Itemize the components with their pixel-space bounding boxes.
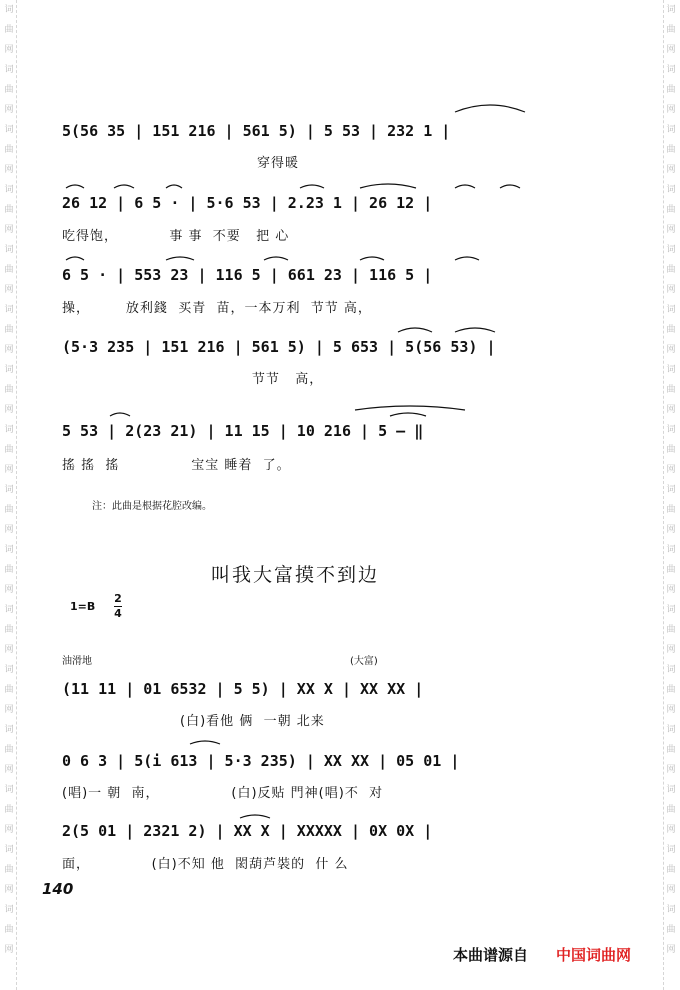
score2-row-3-lyrics: 面， (白)不知 他 閎葫芦裝的 什 么 — [62, 857, 349, 872]
watermark-text: 词曲网 — [4, 485, 14, 535]
watermark-text: 词曲网 — [666, 605, 676, 655]
watermark-text: 词曲网 — [666, 185, 676, 235]
slur — [166, 257, 194, 260]
tempo-marking: 油滑地 — [62, 656, 92, 667]
song-title: 叫我大富摸不到边 — [210, 564, 379, 586]
score1-row-2-lyrics: 吃得饱， 事 事 不要 把 心 — [62, 229, 290, 244]
watermark-text: 词曲网 — [666, 905, 676, 955]
slur — [355, 406, 465, 410]
score1-row-5-lyrics: 搖 搖 搖 宝宝 睡着 了。 — [62, 458, 291, 473]
watermark-text: 词曲网 — [4, 365, 14, 415]
slur — [360, 184, 416, 188]
score1-row-4-notes: (5·3 235 | 151 216 | 561 5) | 5 653 | 5(56 53) | — [62, 338, 496, 356]
watermark-text: 词曲网 — [666, 425, 676, 475]
watermark-text: 词曲网 — [666, 845, 676, 895]
slur — [66, 257, 84, 260]
score2-row-1-notes: (11 11 | 01 6532 | 5 5) | XX X | XX XX | — [62, 680, 424, 698]
slur — [455, 105, 525, 112]
slur — [390, 413, 426, 416]
watermark-text: 词曲网 — [666, 245, 676, 295]
slur — [190, 741, 220, 744]
score2-row-1-lyrics: (白)看他 俩 一朝 北来 — [62, 714, 325, 729]
score1-row-3-notes: 6 5 · | 553 23 | 116 5 | 661 23 | 116 5 | — [62, 266, 433, 284]
score1-row-5-notes: 5 53 | 2(23 21) | 11 15 | 10 216 | 5 — ‖ — [62, 422, 424, 440]
score1-footnote: 注：此曲是根据花腔改编。 — [92, 501, 212, 512]
watermark-text: 词曲网 — [666, 5, 676, 55]
score1-row-1-notes: 5(56 35 | 151 216 | 561 5) | 5 53 | 232 1 | — [62, 122, 451, 140]
watermark-text: 词曲网 — [4, 845, 14, 895]
source-label: 本曲谱源自 — [453, 946, 529, 964]
watermark-text: 词曲网 — [666, 725, 676, 775]
slur — [240, 815, 270, 818]
role-marking: (大富) — [350, 656, 378, 667]
watermark-text: 词曲网 — [4, 5, 14, 55]
slur — [264, 257, 288, 260]
score1-row-4-lyrics: 节节 高， — [62, 372, 324, 387]
watermark-text: 词曲网 — [4, 665, 14, 715]
watermark-text: 词曲网 — [4, 125, 14, 175]
score1-row-2-notes: 26 12 | 6 5 · | 5·6 53 | 2.23 1 | 26 12 | — [62, 194, 433, 212]
watermark-text: 词曲网 — [4, 785, 14, 835]
slur — [500, 185, 520, 188]
watermark-text: 词曲网 — [4, 65, 14, 115]
watermark-text: 词曲网 — [4, 905, 14, 955]
slur — [300, 185, 324, 188]
slur — [66, 185, 84, 188]
time-signature-top: 2 — [114, 592, 122, 605]
watermark-text: 词曲网 — [666, 665, 676, 715]
page-number: 140 — [42, 880, 74, 898]
score1-row-3-lyrics: 操， 放利錢 买青 苗，一本万利 节节 高， — [62, 301, 372, 316]
slur — [360, 257, 384, 260]
score1-row-1-lyrics: 穿得暖 — [62, 156, 300, 171]
watermark-text: 词曲网 — [666, 305, 676, 355]
watermark-text: 词曲网 — [4, 305, 14, 355]
score2-row-2-lyrics: (唱)一 朝 南， (白)反贴 門神(唱)不 对 — [62, 786, 384, 801]
watermark-text: 词曲网 — [4, 605, 14, 655]
watermark-text: 词曲网 — [666, 365, 676, 415]
watermark-text: 词曲网 — [4, 185, 14, 235]
watermark-text: 词曲网 — [666, 545, 676, 595]
watermark-text: 词曲网 — [4, 245, 14, 295]
watermark-text: 词曲网 — [666, 125, 676, 175]
slur — [455, 257, 479, 260]
score2-row-2-notes: 0 6 3 | 5(i 613 | 5·3 235) | XX XX | 05 01 | — [62, 752, 460, 770]
slur — [398, 328, 432, 332]
source-site-link[interactable]: 中国词曲网 — [556, 946, 632, 964]
time-signature-bottom: 4 — [114, 607, 122, 620]
score2-row-3-notes: 2(5 01 | 2321 2) | XX X | XXXXX | 0X 0X | — [62, 822, 433, 840]
slur — [114, 185, 134, 188]
slur — [455, 328, 495, 332]
watermark-text: 词曲网 — [4, 725, 14, 775]
key-signature: 1=B — [70, 600, 96, 613]
watermark-text: 词曲网 — [666, 65, 676, 115]
watermark-text: 词曲网 — [4, 425, 14, 475]
watermark-text: 词曲网 — [666, 485, 676, 535]
watermark-text: 词曲网 — [666, 785, 676, 835]
slur — [455, 185, 475, 188]
watermark-text: 词曲网 — [4, 545, 14, 595]
slur — [166, 185, 182, 188]
slur — [110, 413, 130, 416]
